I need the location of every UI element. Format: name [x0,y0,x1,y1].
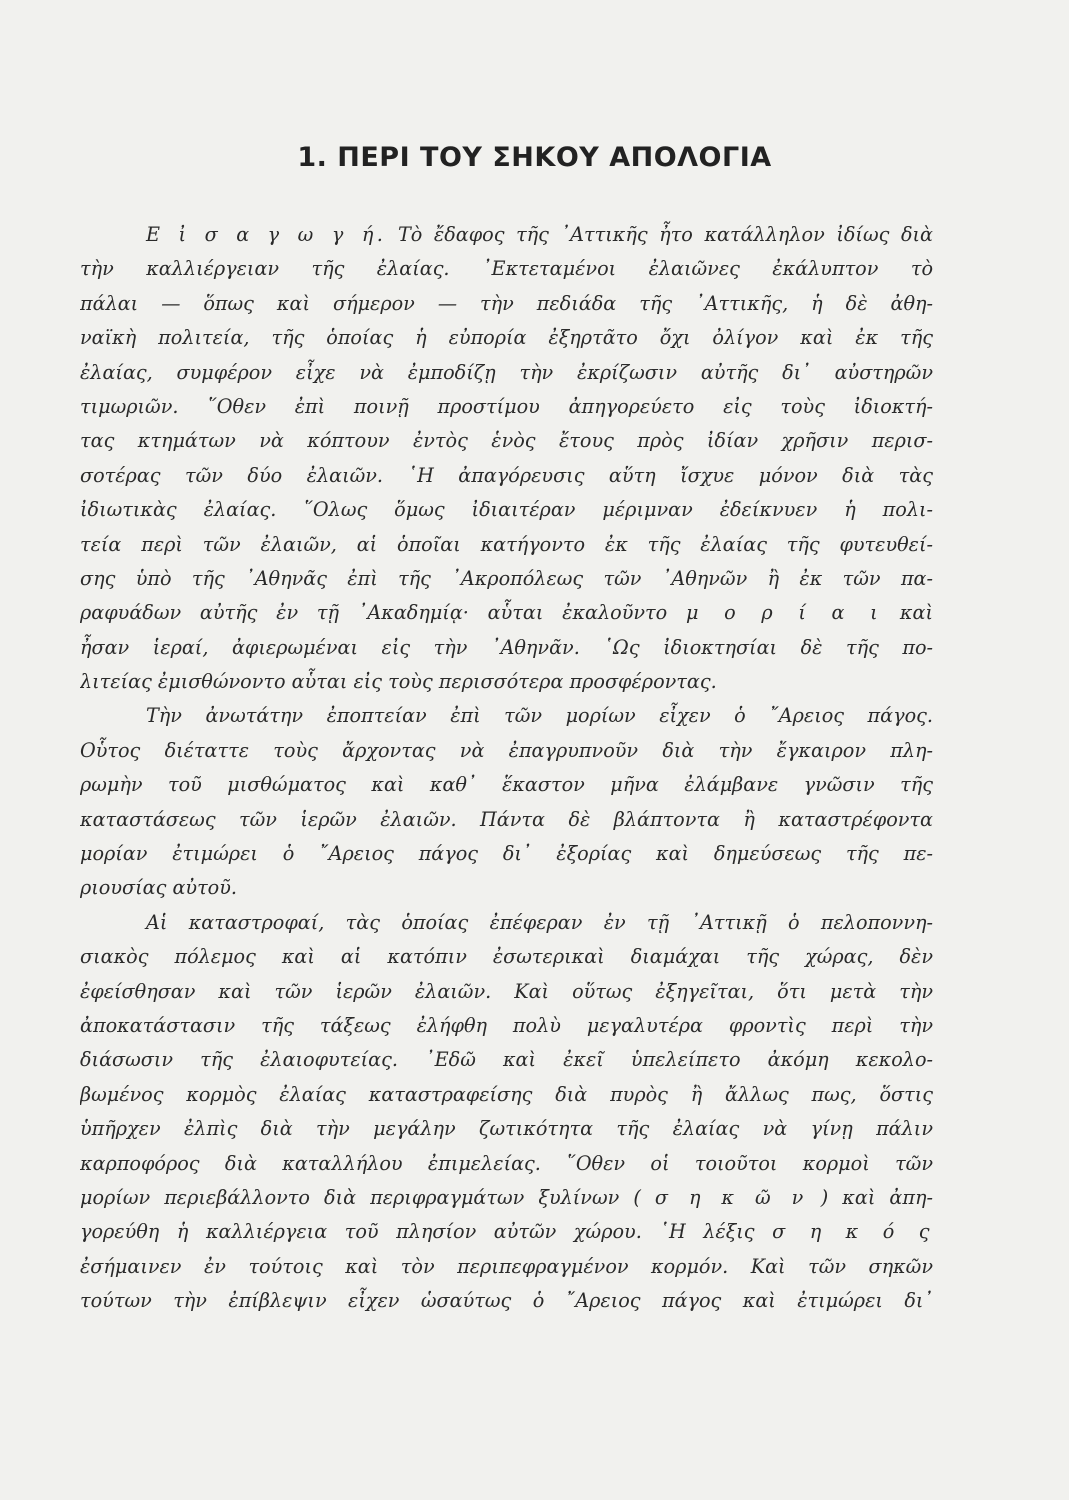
spaced-term: σ η κ ό ς [772,1220,933,1244]
text-line: καρποφόρος διὰ καταλλήλου ἐπιμελείας. ῞Οθεν οἱ τοιοῦτοι κορμοὶ τῶν [80,1151,933,1175]
section-lead: Ε ἰ σ α γ ω γ ή. [146,223,387,246]
body-text [80,218,933,1319]
text-line: τεία περὶ τῶν ἐλαιῶν, αἱ ὁποῖαι κατήγοντο ἐκ τῆς ἐλαίας τῆς φυτευθεί- [80,532,933,556]
text-line: λιτείας ἐμισθώνοντο αὗται εἰς τοὺς περισσότερα προσφέροντας. [80,670,717,694]
text-line: Τὴν ἀνωτάτην ἐποπτείαν ἐπὶ τῶν μορίων εἶχεν ὁ ῎Αρειος πάγος. [146,704,933,728]
text-line: καταστάσεως τῶν ἱερῶν ἐλαιῶν. Πάντα δὲ βλάπτοντα ἢ καταστρέφοντα [80,807,933,831]
text-line: σης ὑπὸ τῆς ᾿Αθηνᾶς ἐπὶ τῆς ᾿Ακροπόλεως τῶν ᾿Αθηνῶν ἢ ἐκ τῶν πα- [80,566,933,590]
text-line: ἐφείσθησαν καὶ τῶν ἱερῶν ἐλαιῶν. Καὶ οὕτως ἐξηγεῖται, ὅτι μετὰ τὴν [80,979,933,1003]
spaced-term: σ η κ ῶ ν [654,1185,807,1209]
text-line: γορεύθη ἡ καλλιέργεια τοῦ πλησίον αὐτῶν χώρου. ῾Η λέξις σ η κ ό ς [80,1220,933,1244]
text-line: Αἱ καταστροφαί, τὰς ὁποίας ἐπέφεραν ἐν τῇ ᾿Αττικῇ ὁ πελοποννη- [146,910,933,934]
text-line: τιμωριῶν. ῞Οθεν ἐπὶ ποινῇ προστίμου ἀπηγορεύετο εἰς τοὺς ἰδιοκτή- [80,394,933,418]
text-line: ἀποκατάστασιν τῆς τάξεως ἐλήφθη πολὺ μεγαλυτέρα φροντὶς περὶ τὴν [80,1013,933,1037]
text-line: ἐσήμαινεν ἐν τούτοις καὶ τὸν περιπεφραγμένον κορμόν. Καὶ τῶν σηκῶν [80,1254,933,1278]
chapter-title: 1. ΠΕΡΙ ΤΟΥ ΣΗΚΟΥ ΑΠΟΛΟΓΙΑ [297,142,772,173]
text-line: ὑπῆρχεν ἐλπὶς διὰ τὴν μεγάλην ζωτικότητα τῆς ἐλαίας νὰ γίνῃ πάλιν [80,1117,933,1141]
text-line: μορίων περιεβάλλοντο διὰ περιφραγμάτων ξυλίνων ( σ η κ ῶ ν ) καὶ ἀπη- [80,1185,933,1209]
text-line: Οὗτος διέταττε τοὺς ἄρχοντας νὰ ἐπαγρυπνοῦν διὰ τὴν ἔγκαιρον πλη- [80,738,933,762]
text-line: τὴν καλλιέργειαν τῆς ἐλαίας. ᾿Εκτεταμένοι ἐλαιῶνες ἐκάλυπτον τὸ [80,257,933,281]
text-line: ἰδιωτικὰς ἐλαίας. ῞Ολως ὅμως ἰδιαιτέραν μέριμναν ἐδείκνυεν ἡ πολι- [80,498,933,522]
text-line: τας κτημάτων νὰ κόπτουν ἐντὸς ἑνὸς ἔτους πρὸς ἰδίαν χρῆσιν περισ- [80,429,933,453]
text-line: σιακὸς πόλεμος καὶ αἱ κατόπιν ἐσωτερικαὶ διαμάχαι τῆς χώρας, δὲν [80,945,933,969]
spaced-term: μ ο ρ ί α ι [685,601,882,625]
text-line: Ε ἰ σ α γ ω γ ή. Τὸ ἔδαφος τῆς ᾿Αττικῆς ἦτο κατάλληλον ἰδίως διὰ [146,223,933,246]
text-line: ναϊκὴ πολιτεία, τῆς ὁποίας ἡ εὐπορία ἐξηρτᾶτο ὄχι ὀλίγον καὶ ἐκ τῆς [80,326,933,350]
text-line: ρωμὴν τοῦ μισθώματος καὶ καθ᾿ ἕκαστον μῆνα ἐλάμβανε γνῶσιν τῆς [80,773,933,797]
text-line: ριουσίας αὐτοῦ. [80,876,237,900]
text-line: σοτέρας τῶν δύο ἐλαιῶν. ῾Η ἀπαγόρευσις αὕτη ἴσχυε μόνον διὰ τὰς [80,463,933,487]
text-line: βωμένος κορμὸς ἐλαίας καταστραφείσης διὰ πυρὸς ἢ ἄλλως πως, ὅστις [80,1082,933,1106]
text-line: τούτων τὴν ἐπίβλεψιν εἶχεν ὡσαύτως ὁ ῎Αρειος πάγος καὶ ἐτιμώρει δι᾿ [80,1289,933,1313]
text-line: ἐλαίας, συμφέρον εἶχε νὰ ἐμποδίζῃ τὴν ἐκρίζωσιν αὐτῆς δι᾿ αὐστηρῶν [80,360,933,384]
text-line: πάλαι — ὅπως καὶ σήμερον — τὴν πεδιάδα τῆς ᾿Αττικῆς, ἡ δὲ ἀθη- [80,291,933,315]
text-line: ἦσαν ἱεραί, ἀφιερωμέναι εἰς τὴν ᾿Αθηνᾶν. ῾Ως ἰδιοκτησίαι δὲ τῆς πο- [80,635,933,659]
text-line: ραφυάδων αὐτῆς ἐν τῇ ᾿Ακαδημίᾳ· αὗται ἐκαλοῦντο μ ο ρ ί α ι καὶ [80,601,933,625]
text-line: μορίαν ἐτιμώρει ὁ ῎Αρειος πάγος δι᾿ ἐξορίας καὶ δημεύσεως τῆς πε- [80,842,933,866]
text-line: διάσωσιν τῆς ἐλαιοφυτείας. ᾿Εδῶ καὶ ἐκεῖ ὑπελείπετο ἀκόμη κεκολο- [80,1048,933,1072]
